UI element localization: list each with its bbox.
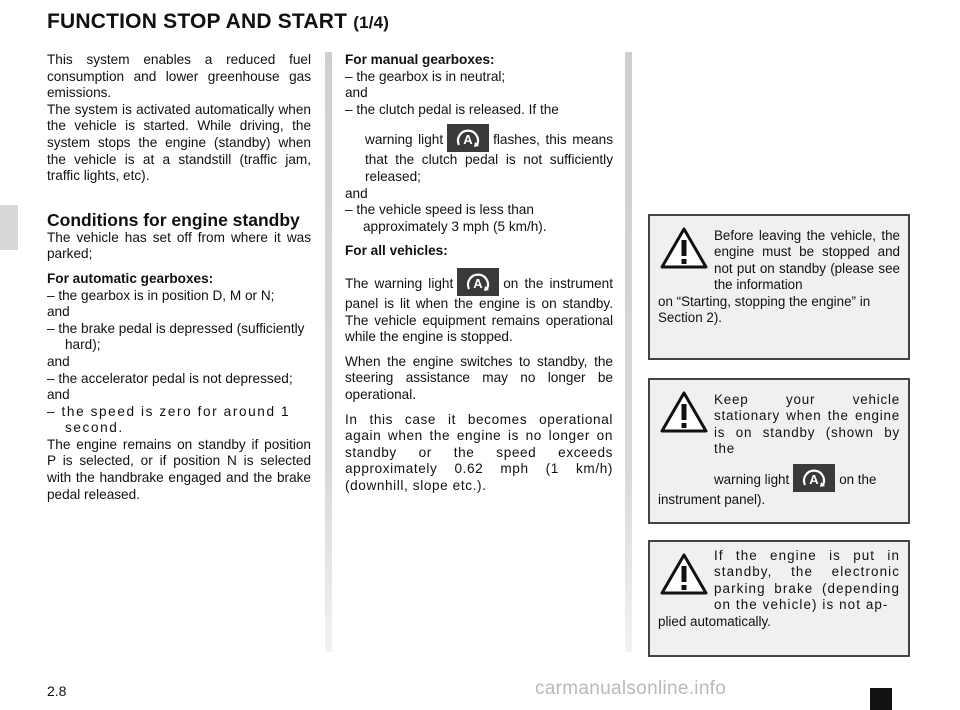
list-item: – the gearbox is in position D, M or N;	[47, 287, 275, 303]
warning-light-paragraph: The warning light A on the instrument panel is lit when the engine is on standby. The vehicle equipment remains operational while the engine is stopped.	[345, 268, 613, 346]
warning-box-standby	[648, 214, 910, 360]
column-divider	[325, 52, 332, 652]
steering-paragraph: When the engine switches to standby, the steering assistance may no longer be operational.	[345, 353, 613, 402]
svg-text:A: A	[809, 471, 819, 487]
corner-marker	[870, 688, 892, 710]
connector-text: and	[47, 304, 70, 320]
connector-text: and	[345, 185, 368, 201]
page-number: 2.8	[47, 683, 67, 699]
list-item: – the vehicle speed is less than approximately 3 mph (5 km/h).	[345, 202, 547, 234]
warning-box-stationary	[648, 378, 910, 524]
connector-text: and	[47, 353, 70, 369]
condition-text: The vehicle has set off from where it was parked;	[47, 229, 311, 262]
middle-column	[345, 52, 613, 494]
list-item: – the accelerator pedal is not depressed;	[47, 370, 293, 386]
left-column	[47, 52, 311, 503]
subheading-automatic: For automatic gearboxes:	[47, 270, 214, 286]
list-item-continuation: warning light A flashes, this means that the clutch pedal is not sufficiently released;	[345, 124, 613, 185]
auto-stop-start-warning-light-icon	[793, 464, 835, 492]
watermark: carmanualsonline.info	[535, 678, 727, 699]
column-divider	[625, 52, 632, 652]
warning-box-parking-brake	[648, 540, 910, 657]
page-title: FUNCTION STOP AND START (1/4)	[47, 10, 390, 33]
warning-text: If the engine is put in standby, the electronic parking brake (depending on the vehicle) is not ap-	[714, 548, 900, 613]
section-tab	[0, 205, 18, 250]
warning-text: Keep your vehicle stationary when the engine is on standby (shown by the	[714, 392, 900, 457]
standby-paragraph: The engine remains on standby if position P is selected, or if position N is selected with the handbrake engaged and the brake pedal released.	[47, 436, 311, 502]
auto-stop-start-warning-light-icon	[457, 268, 499, 296]
svg-text:A: A	[473, 275, 483, 291]
section-heading: Conditions for engine standby	[47, 209, 300, 230]
list-item: – the speed is zero for around 1 second.	[47, 403, 291, 436]
connector-text: and	[345, 85, 368, 101]
subheading-manual: For manual gearboxes:	[345, 52, 495, 67]
warning-text: Before leaving the vehicle, the engine must be stopped and not put on standby (please see the information	[714, 228, 900, 293]
subheading-all-vehicles: For all vehicles:	[345, 243, 448, 259]
warning-text: instrument panel).	[658, 491, 766, 507]
list-item: – the gearbox is in neutral;	[345, 68, 506, 84]
list-item: – the clutch pedal is released. If the	[345, 101, 559, 117]
warning-text: plied automatically.	[658, 613, 771, 629]
warning-text: on “Starting, stopping the engine” in Section 2).	[658, 293, 871, 326]
operational-paragraph: In this case it becomes operational again when the engine is no longer on standby or the speed exceeds approximately 0.62 mph (1 km/h) (downhill, slope etc.).	[345, 411, 613, 493]
list-item: – the brake pedal is depressed (sufficiently hard);	[47, 320, 305, 353]
intro-paragraph: This system enables a reduced fuel consumption and lower greenhouse gas emissions.	[47, 52, 311, 101]
connector-text: and	[47, 387, 70, 403]
warning-text-line: warning light A on the	[714, 464, 900, 492]
svg-text:A: A	[463, 132, 473, 148]
intro-paragraph: The system is activated automatically when the vehicle is started. While driving, the system stops the engine (standby) when the vehicle is at a standstill (traffic jam, traffic lights, etc).	[47, 101, 311, 184]
auto-stop-start-warning-light-icon	[447, 124, 489, 152]
